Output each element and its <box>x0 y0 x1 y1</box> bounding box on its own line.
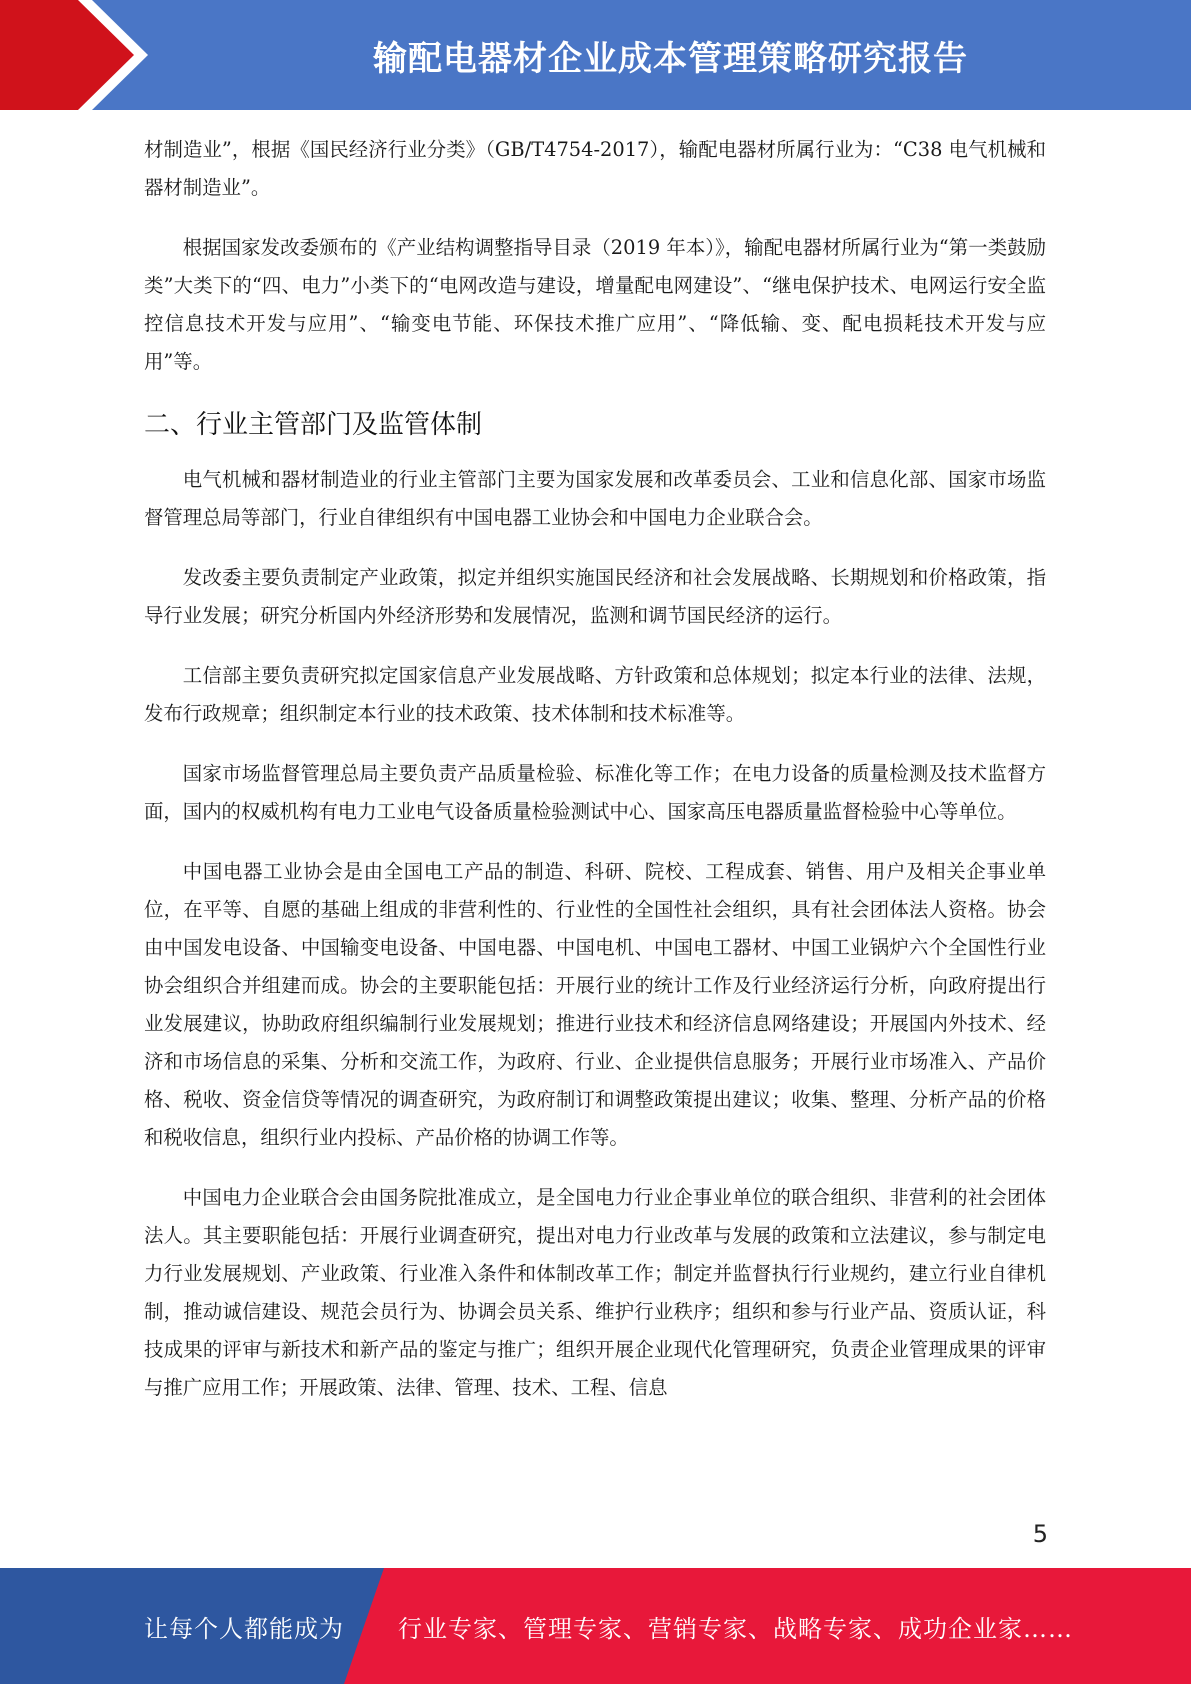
page-number: 5 <box>1032 1520 1048 1548</box>
document-body <box>144 131 1046 1407</box>
paragraph: 发改委主要负责制定产业政策，拟定并组织实施国民经济和社会发展战略、长期规划和价格政策，指导行业发展；研究分析国内外经济形势和发展情况，监测和调节国民经济的运行。 <box>144 566 1046 627</box>
paragraph: 根据国家发改委颁布的《产业结构调整指导目录（2019 年本）》，输配电器材所属行业为“第一类鼓励类”大类下的“四、电力”小类下的“电网改造与建设，增量配电网建设”、“继电保护技术、电网运行安全监控信息技术开发与应用”、“输变电节能、环保技术推广应用”、“降低输、变、配电损耗技术开发与应用”等。 <box>144 236 1046 373</box>
page-header <box>0 0 1191 110</box>
footer-slogan-left: 让每个人都能成为 <box>144 1614 344 1643</box>
paragraph: 中国电器工业协会是由全国电工产品的制造、科研、院校、工程成套、销售、用户及相关企事业单位，在平等、自愿的基础上组成的非营利性的、行业性的全国性社会组织，具有社会团体法人资格。协会由中国发电设备、中国输变电设备、中国电器、中国电机、中国电工器材、中国工业锅炉六个全国性行业协会组织合并组建而成。协会的主要职能包括：开展行业的统计工作及行业经济运行分析，向政府提出行业发展建议，协助政府组织编制行业发展规划；推进行业技术和经济信息网络建设；开展国内外技术、经济和市场信息的采集、分析和交流工作，为政府、行业、企业提供信息服务；开展行业市场准入、产品价格、税收、资金信贷等情况的调查研究，为政府制订和调整政策提出建议；收集、整理、分析产品的价格和税收信息，组织行业内投标、产品价格的协调工作等。 <box>144 860 1046 1149</box>
report-title: 输配电器材企业成本管理策略研究报告 <box>373 38 968 79</box>
paragraph: 国家市场监督管理总局主要负责产品质量检验、标准化等工作；在电力设备的质量检测及技术监督方面，国内的权威机构有电力工业电气设备质量检验测试中心、国家高压电器质量监督检验中心等单位。 <box>144 762 1046 823</box>
paragraph: 工信部主要负责研究拟定国家信息产业发展战略、方针政策和总体规划；拟定本行业的法律、法规，发布行政规章；组织制定本行业的技术政策、技术体制和技术标准等。 <box>144 664 1046 725</box>
paragraph-continued: 材制造业”，根据《国民经济行业分类》（GB/T4754-2017），输配电器材所属行业为：“C38 电气机械和器材制造业”。 <box>144 138 1046 199</box>
paragraph: 中国电力企业联合会由国务院批准成立，是全国电力行业企事业单位的联合组织、非营利的社会团体法人。其主要职能包括：开展行业调查研究，提出对电力行业改革与发展的政策和立法建议，参与制定电力行业发展规划、产业政策、行业准入条件和体制改革工作；制定并监督执行行业规约，建立行业自律机制，推动诚信建设、规范会员行为、协调会员关系、维护行业秩序；组织和参与行业产品、资质认证，科技成果的评审与新技术和新产品的鉴定与推广；组织开展企业现代化管理研究，负责企业管理成果的评审与推广应用工作；开展政策、法律、管理、技术、工程、信息 <box>144 1186 1046 1399</box>
footer-slogan-right: 行业专家、管理专家、营销专家、战略专家、成功企业家…… <box>398 1614 1073 1643</box>
page-footer <box>0 1568 1191 1684</box>
paragraph: 电气机械和器材制造业的行业主管部门主要为国家发展和改革委员会、工业和信息化部、国家市场监督管理总局等部门，行业自律组织有中国电器工业协会和中国电力企业联合会。 <box>144 468 1046 529</box>
section-heading: 二、行业主管部门及监管体制 <box>144 410 483 440</box>
